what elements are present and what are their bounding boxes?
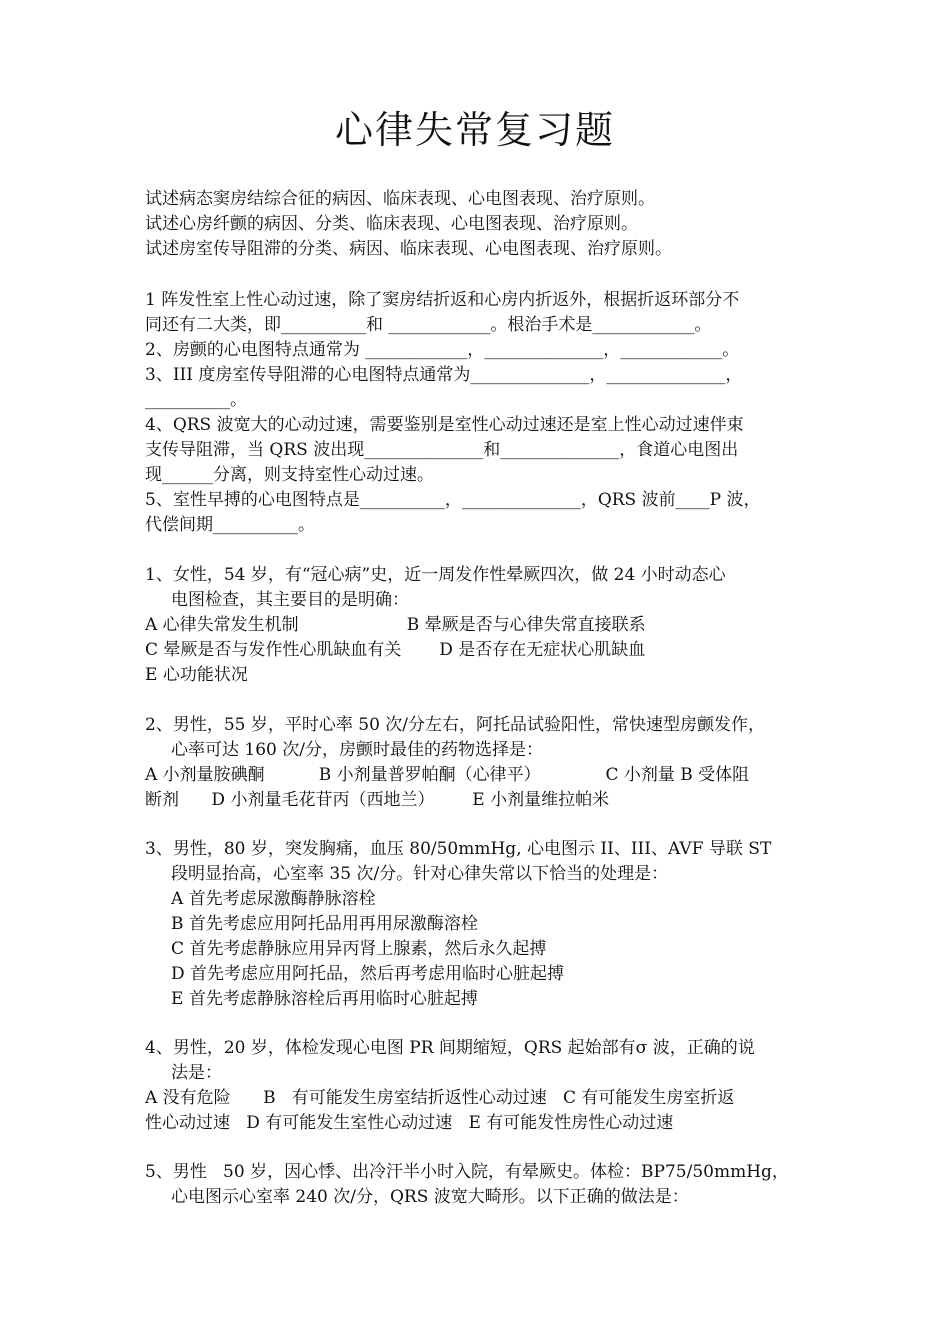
question-stem: 1、女性，54 岁，有“冠心病”史，近一周发作性晕厥四次，做 24 小时动态心 [145,565,726,585]
question-stem: 2、男性，55 岁，平时心率 50 次/分左右，阿托品试验阳性，常快速型房颤发作， [145,715,766,735]
question-option: A 心律失常发生机制 B 晕厥是否与心律失常直接联系 [145,615,646,635]
fill-blank-line: 现______分离，则支持室性心动过速。 [145,465,434,485]
fill-blank-line: 5、室性早搏的心电图特点是__________，______________，QRS 波前____P 波， [145,490,761,510]
mcq-question-1 [145,563,807,688]
question-stem: 法是： [171,1063,222,1083]
essay-question: 试述房室传导阻滞的分类、病因、临床表现、心电图表现、治疗原则。 [145,239,672,259]
mcq-question-3 [145,837,807,1012]
question-option: 断剂 D 小剂量毛花苷丙（西地兰） E 小剂量维拉帕米 [145,790,610,810]
question-option: D 首先考虑应用阿托品，然后再考虑用临时心脏起搏 [171,964,565,984]
mcq-question-2 [145,713,807,813]
question-option: C 首先考虑静脉应用异丙肾上腺素，然后永久起搏 [171,939,547,959]
question-stem: 电图检查，其主要目的是明确： [171,590,409,610]
fill-blank-line: 代偿间期__________。 [145,515,315,535]
question-option: E 心功能状况 [145,665,248,685]
question-option: A 首先考虑尿激酶静脉溶栓 [171,889,376,909]
page-title: 心律失常复习题 [334,108,615,152]
fill-blank-line: 支传导阻滞，当 QRS 波出现______________和______________，食道心电图出 [145,440,739,460]
question-stem: 心率可达 160 次/分，房颤时最佳的药物选择是： [171,740,543,760]
essay-question: 试述病态窦房结综合征的病因、临床表现、心电图表现、治疗原则。 [145,189,655,209]
fill-blank-line: 3、III 度房室传导阻滞的心电图特点通常为______________，______________， [145,365,743,385]
fill-blank-section [145,288,807,538]
question-stem: 3、男性，80 岁，突发胸痛，血压 80/50mmHg, 心电图示 II、III、AVF 导联 ST [145,839,772,859]
question-stem: 4、男性，20 岁，体检发现心电图 PR 间期缩短，QRS 起始部有σ 波，正确的说 [145,1038,755,1058]
question-option: 性心动过速 D 有可能发生室性心动过速 E 有可能发性房性心动过速 [145,1113,674,1133]
question-stem: 心电图示心室率 240 次/分，QRS 波宽大畸形。以下正确的做法是： [171,1187,689,1207]
fill-blank-line: 同还有二大类，即__________和 ____________。根治手术是____________。 [145,315,712,335]
fill-blank-line: 1 阵发性室上性心动过速，除了窦房结折返和心房内折返外，根据折返环部分不 [145,290,740,310]
mcq-question-4 [145,1036,807,1136]
fill-blank-line: 4、QRS 波宽大的心动过速，需要鉴别是室性心动过速还是室上性心动过速伴束 [145,415,744,435]
question-stem: 5、男性 50 岁，因心悸、出冷汗半小时入院，有晕厥史。体检：BP75/50mmHg， [145,1162,789,1182]
fill-blank-line: __________。 [145,390,247,410]
question-stem: 段明显抬高，心室率 35 次/分。针对心律失常以下恰当的处理是： [171,864,669,884]
mcq-question-5 [145,1160,807,1210]
essay-question: 试述心房纤颤的病因、分类、临床表现、心电图表现、治疗原则。 [145,214,638,234]
essay-questions [145,187,807,262]
question-option: A 没有危险 B 有可能发生房室结折返性心动过速 C 有可能发生房室折返 [145,1088,735,1108]
question-option: E 首先考虑静脉溶栓后再用临时心脏起搏 [171,989,478,1009]
question-option: B 首先考虑应用阿托品用再用尿激酶溶栓 [171,914,478,934]
fill-blank-line: 2、房颤的心电图特点通常为 ____________，______________，____________。 [145,340,740,360]
question-option: C 晕厥是否与发作性心肌缺血有关 D 是否存在无症状心肌缺血 [145,640,646,660]
question-option: A 小剂量胺碘酮 B 小剂量普罗帕酮（心律平） C 小剂量 B 受体阻 [145,765,750,785]
